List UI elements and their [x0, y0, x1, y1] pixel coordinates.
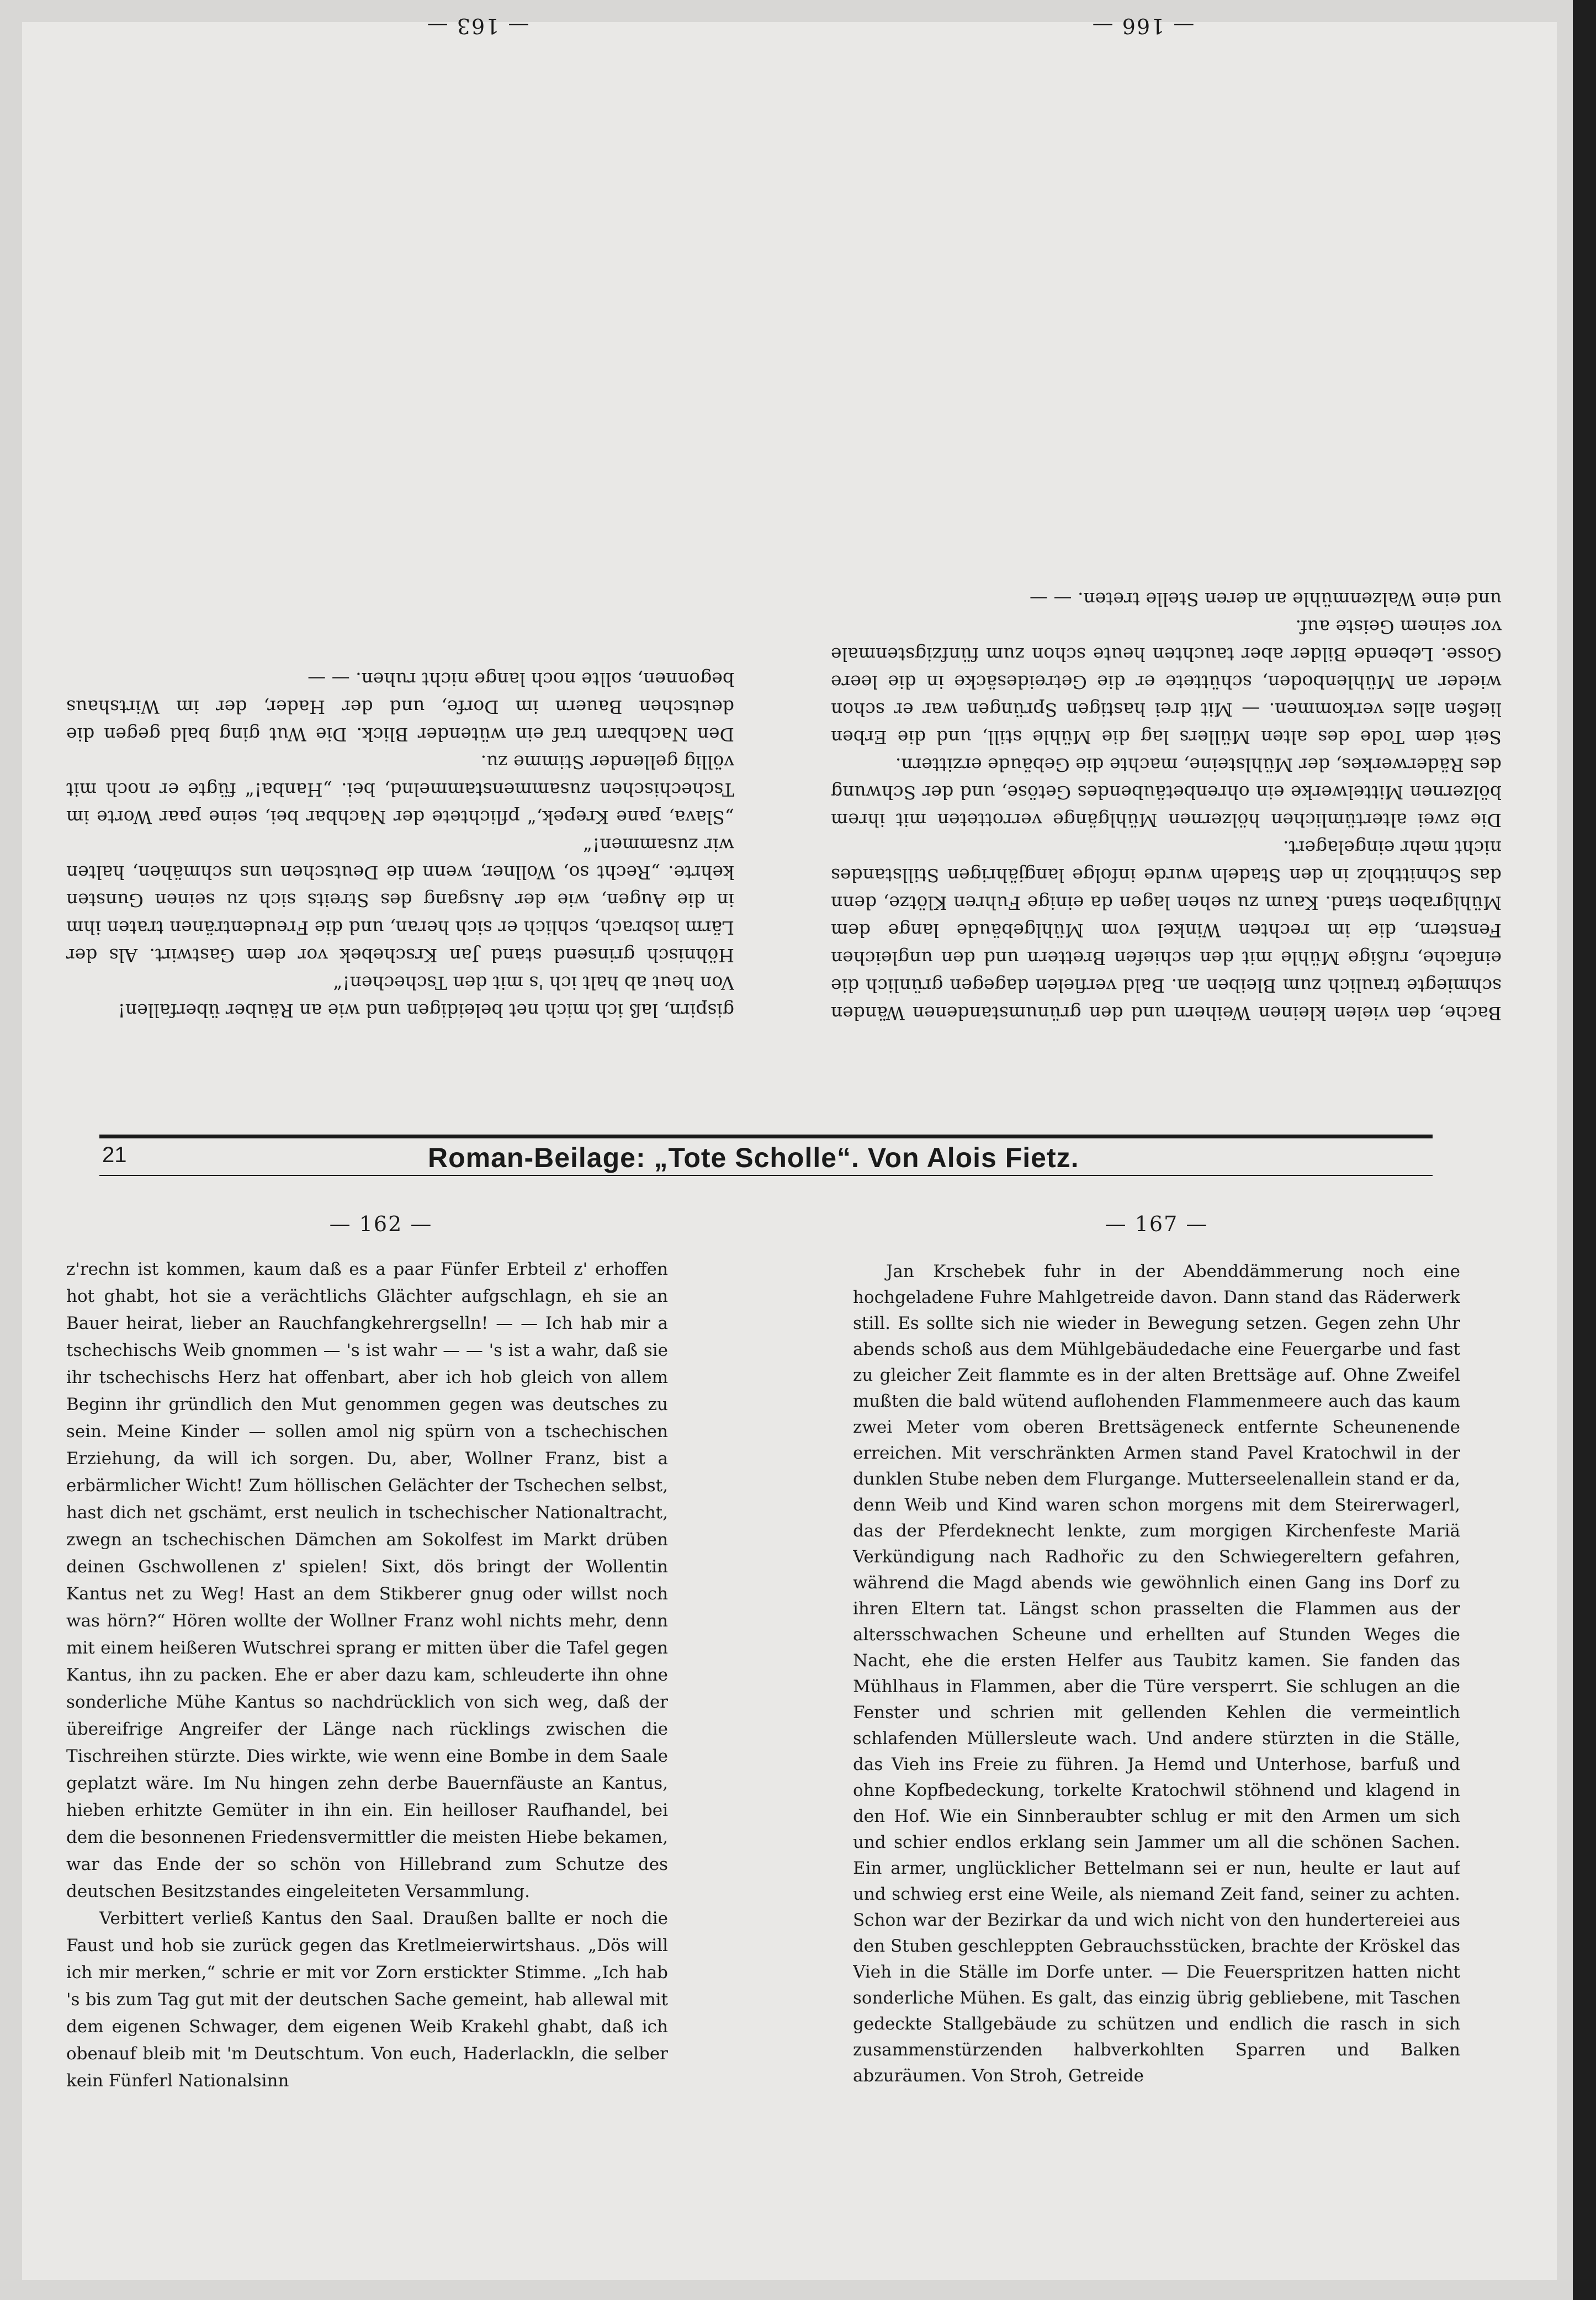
paragraph: gispirn, laß ich mich net beleidigen und wie an Räuber überfallen!	[118, 1000, 734, 1021]
page-number-163: — 163 —	[426, 14, 529, 38]
paragraph: Die zwei altertümlichen hölzernen Mühlgänge verrotteten mit ihrem bölzernen Mittelwerke ein ohrenbetäubendes Getöse, und der Schwung des Räderwerkes, der Mühlsteine, machte die Gebäude erzittern.	[831, 754, 1502, 831]
page-number-166: — 166 —	[1091, 14, 1195, 38]
paragraph: z'rechn ist kommen, kaum daß es a paar Fünfer Erbteil z' erhoffen hot ghabt, hot sie a verächtlichs Glächter aufgschlagn, eh sie an Bauer heirat, lieber an Rauchfangkehrergselln! — — Ich hab mir a tschechischs Weib gnommen — 's ist wahr — — 's ist a wahr, daß sie ihr tschechischs Herz hat offenbart, aber ich hob gleich von allem Beginn ihr gründlich den Mut genommen gegen was deutsches zu sein. Meine Kinder — sollen amol nig spürn von a tschechischen Erziehung, da will ich sorgen. Du, aber, Wollner Franz, bist a erbärmlicher Wicht! Zum höllischen Gelächter der Tschechen selbst, hast dich net gschämt, erst neulich in tschechischer Nationaltracht, zwegn an tschechischen Dämchen am Sokolfest im Markt drüben deinen Gschwollenen z' spielen! Sixt, dös bringt der Wollentin Kantus net zu Weg! Hast an dem Stikberer gnug oder willst noch was hörn?“ Hören wollte der Wollner Franz wohl nichts mehr, denn mit einem heißeren Wutschrei sprang er mitten über die Tafel gegen Kantus, ihn zu packen. Ehe er aber dazu kam, schleuderte ihn ohne sonderliche Mühe Kantus so nachdrücklich von sich weg, daß der übereifrige Angreifer der Länge nach rücklings zwischen die Tischreihen stürzte. Dies wirkte, wie wenn eine Bombe in dem Saale geplatzt wäre. Im Nu hingen zehn derbe Bauernfäuste an Kantus, hieben erhitzte Gemüter in ihn ein. Ein heilloser Raufhandel, bei dem die besonnenen Friedensvermittler die meisten Hiebe bekamen, war das Ende der so schön von Hillebrand zum Schutze des deutschen Besitzstandes eingeleiteten Versammlung.	[66, 1259, 668, 1901]
header-title: Roman-Beilage: „Tote Scholle“. Von Alois Fietz.	[428, 1142, 1079, 1173]
paragraph: „Slava, pane Krepek,“ pflichtete der Nachbar bei, seine paar Worte im Tschechischen zusammenstammelnd, bei. „Hanba!“ fügte er noch mit völlig gellender Stimme zu.	[66, 751, 734, 828]
column-166	[831, 99, 1502, 1027]
paragraph: Höhnisch grinsend stand Jan Krschebek vor dem Gastwirt. Als der Lärm losbrach, schlich er sich heran, und die Freudentränen traten ihm in die Augen, wie der Ausgang des Streits sich zu seinen Gunsten kehrte. „Recht so, Wollner, wenn die Deutschen uns schmähen, halten wir zusammen!“	[66, 834, 734, 966]
column-162	[66, 1256, 668, 2172]
paragraph: Seit dem Tode des alten Müllers lag die Mühle still, und die Erben ließen alles verkommen. — Mit drei hastigen Sprüngen war er schon wieder an Mühlenboden, schüttete er die Getreidesäcke in die leere Gosse. Lebende Bilder aber tauchten heute schon zum fünfzigstenmale vor seinem Geiste auf.	[831, 616, 1502, 748]
header-rule-bottom	[99, 1175, 1433, 1176]
paragraph: Bache, den vielen kleinen Weihern und den grünumstandenen Wänden schmiegte traulich zum Bleiben an. Bald verfielen dagegen grünlich die einfache, rußige Mühle mit den schiefen Brettern und den ungleichen Fenstern, die im rechten Winkel vom Mühlgebäude lange dem Mühlgraben stand. Kaum zu sehen lagen da einige Fuhren Klötze, denn das Schnittholz in den Stadeln wurde infolge langjährigen Stillstandes nicht mehr eingelagert.	[831, 837, 1502, 1024]
top-half-rotated	[0, 0, 1595, 1110]
column-167	[853, 1259, 1460, 2131]
paragraph: Jan Krschebek fuhr in der Abenddämmerung noch eine hochgeladene Fuhre Mahlgetreide davon. Dann stand das Räderwerk still. Es sollte sich nie wieder in Bewegung setzen. Gegen zehn Uhr abends schoß aus dem Mühlgebäudedache eine Feuergarbe und fast zu gleicher Zeit flammte es in der alten Brettsäge auf. Ohne Zweifel mußten die bald wütend auflohenden Flammenmeere auch das kaum zwei Meter vom oberen Brettsägeneck entfernte Scheunenende erreichen. Mit verschränkten Armen stand Pavel Kratochwil in der dunklen Stube neben dem Flurgange. Mutterseelenallein stand er da, denn Weib und Kind waren schon morgens mit dem Steirerwagerl, das der Pferdeknecht lenkte, zum morgigen Kirchenfeste Mariä Verkündigung nach Radhořic zu den Schwiegereltern gefahren, während die Magd abends wie gewöhnlich einen Gang ins Dorf zu ihren Eltern tat. Längst schon prasselten die Flammen aus der altersschwachen Scheune und erhellten auf Stunden Weges die Nacht, ehe die ersten Helfer aus Taubitz kamen. Sie fanden das Mühlhaus in Flammen, aber die Türe versperrt. Sie schlugen an die Fenster und schrien mit gellenden Kehlen die vermeintlich schlafenden Müllersleute wach. Und andere stürzten in die Ställe, das Vieh ins Freie zu führen. Ja Hemd und Unterhose, barfuß und ohne Kopfbedeckung, torkelte Kratochwil stöhnend und klagend in den Hof. Wie ein Sinnberaubter schlug er mit den Armen um sich und schier endlos erklang sein Jammer um all die schönen Sachen. Ein armer, unglücklicher Bettelmann sei er nun, heulte er laut auf und schwieg erst eine Weile, als niemand Zeit fand, seiner zu achten. Schon war der Bezirkar da und wich nicht von den hundertereiei aus den Stuben geschleppten Gebrauchsstücken, brachte der Kröskel das Vieh in die Ställe im Dorfe unter. — Die Feuerspritzen hatten nicht sonderliche Mühen. Es galt, das einzig übrig gebliebene, mit Taschen gedeckte Stallgebäude zu schützen und endlich die rasch in sich zusammenstürzenden halbverkohlten Sparren und Balken abzuräumen. Von Stroh, Getreide	[853, 1262, 1460, 2086]
page-number-162: — 162 —	[329, 1212, 433, 1236]
paragraph: und eine Walzenmühle an deren Stelle treten. — —	[1029, 589, 1502, 610]
header-rule-top	[99, 1135, 1433, 1138]
column-163	[66, 108, 734, 1024]
issue-number: 21	[102, 1143, 127, 1167]
paragraph: Verbittert verließ Kantus den Saal. Draußen ballte er noch die Faust und hob sie zurück gegen das Kretlmeierwirtshaus. „Dös will ich mir merken,“ schrie er mit vor Zorn erstickter Stimme. „Ich hab 's bis zum Tag gut mit der deutschen Sache gemeint, hab allewal mit dem eigenen Schwager, dem eigenen Weib Krakehl ghabt, daß ich obenauf bleib mit 'm Deutschtum. Von euch, Haderlackln, die selber kein Fünferl Nationalsinn	[66, 1909, 668, 2091]
paragraph: Den Nachbarn traf ein wütender Blick. Die Wut ging bald gegen die deutschen Bauern im Dorfe, und der Hader, der im Wirtshaus begonnen, sollte noch lange nicht ruhen. — —	[66, 669, 734, 745]
page-number-167: — 167 —	[1105, 1212, 1208, 1236]
paragraph: Von heut ab halt ich 's mit den Tschechen!“	[333, 972, 734, 994]
